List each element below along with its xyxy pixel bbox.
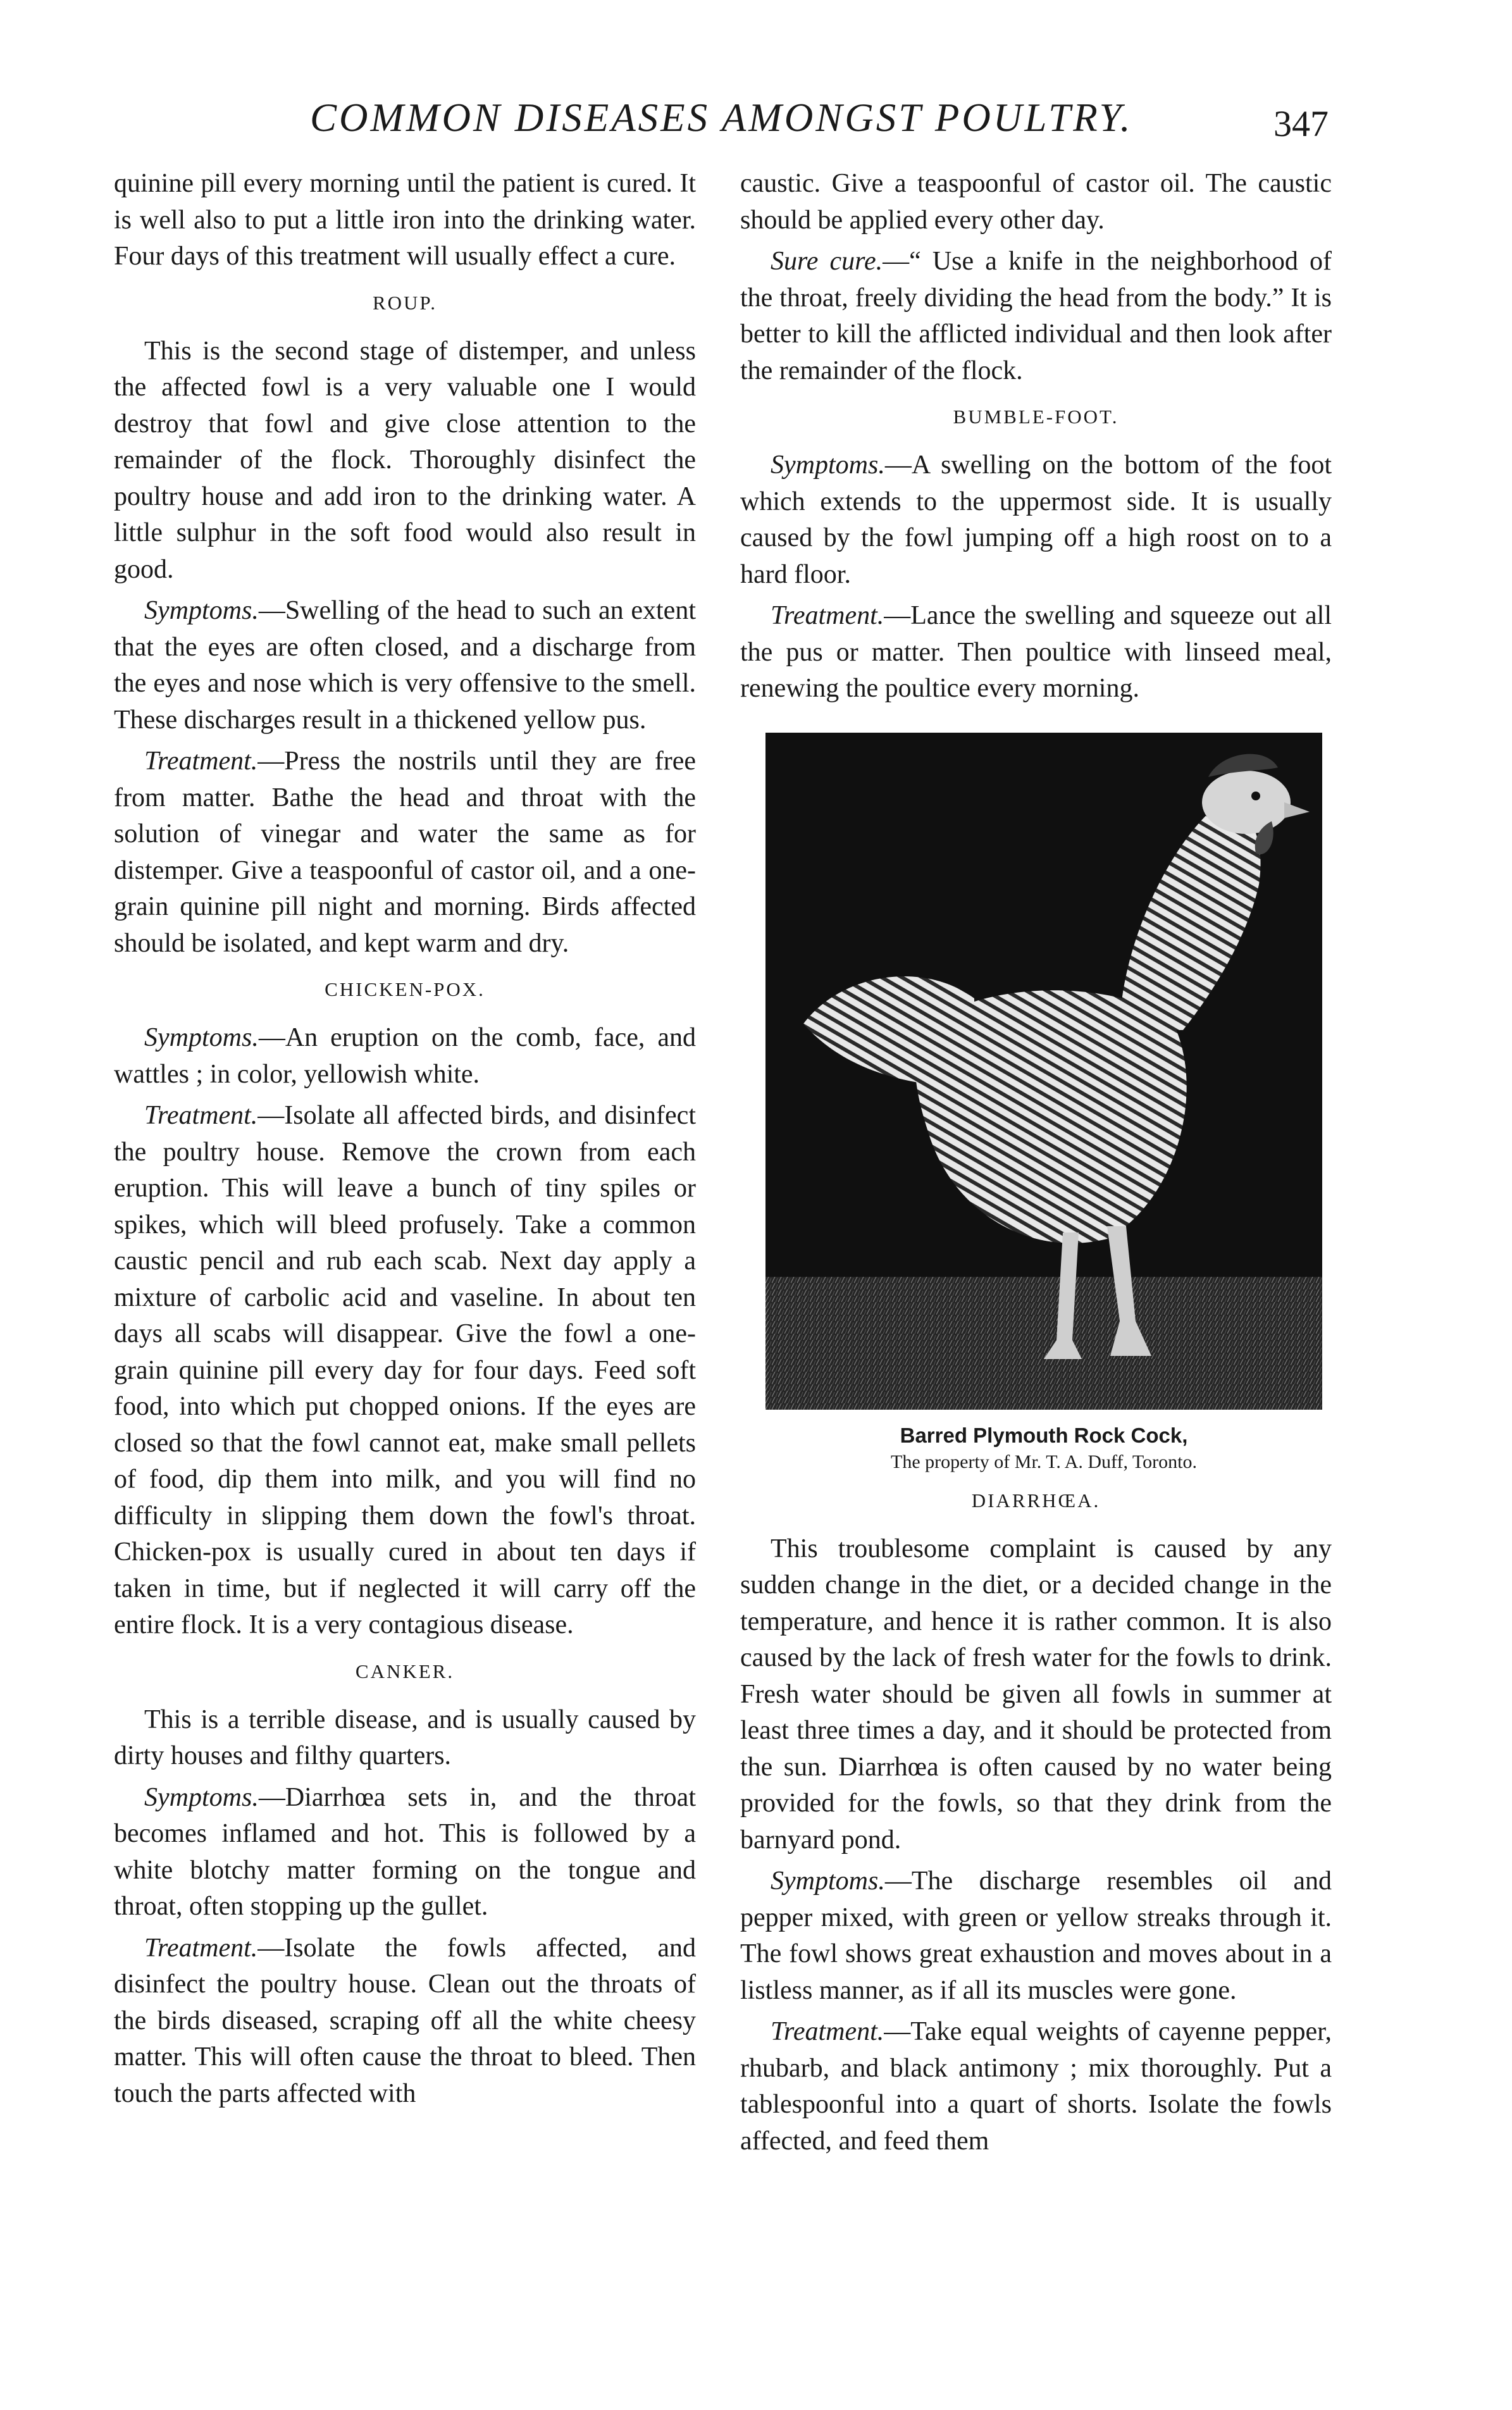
canker-treatment [114,1930,696,2113]
symptoms-text: —Diarrhœa sets in, and the throat becomes inflamed and hot. This is followed by a white blotchy matter forming on the tongue and throat, often stopping up the gullet. [114,1782,696,1921]
rooster-photo [765,733,1322,1410]
chicken-pox-treatment [114,1098,696,1644]
diarrhoea-intro: This troublesome complaint is caused by any sudden change in the diet, or a decided change in the temperature, and hence it is rather common. It is also caused by the lack of fresh water for the fowls to drink. Fresh water should be given all fowls in summer at least three times a day, and it should be protected from the sun. Diarrhœa is often caused by no water being provided for the fowls, so that they drink from the barnyard pond. [740,1534,1332,1854]
treatment-label: Treatment. [144,1101,258,1130]
figure-caption-credit: The property of Mr. T. A. Duff, Toronto. [891,1451,1197,1472]
treatment-text: —Take equal weights of cayenne pepper, rhubarb, and black antimony ; mix thoroughly. Put a tablespoonful into a quart of shorts. Isolate the fowls affected, and feed them [740,2017,1332,2156]
bumble-foot-symptoms [740,447,1332,593]
chicken-pox-heading: CHICKEN-POX. [325,978,485,1000]
treatment-label: Treatment. [144,1933,258,1963]
canker-heading: CANKER. [355,1660,455,1682]
treatment-label: Treatment. [771,601,884,630]
roup-treatment [114,743,696,962]
bumble-foot-heading: BUMBLE-FOOT. [953,406,1119,428]
chicken-pox-symptoms [114,1020,696,1093]
symptoms-label: Symptoms. [771,450,885,480]
running-head [190,95,1329,152]
symptoms-label: Symptoms. [144,1023,259,1052]
treatment-text: —Press the nostrils until they are free from matter. Bathe the head and throat with the solution of vinegar and water the same as for distemper. Give a teaspoonful of castor oil, and a one-grain quinine pill night and morning. Birds affected should be isolated, and kept warm and dry. [114,747,696,958]
treatment-text: —Lance the swelling and squeeze out all the pus or matter. Then poultice with linseed meal, renewing the poultice every morning. [740,601,1332,703]
symptoms-text: —An eruption on the comb, face, and wattles ; in color, yellowish white. [114,1023,696,1089]
left-column [114,166,696,2117]
canker-symptoms [114,1780,696,1925]
sure-cure-label: Sure cure. [771,247,883,276]
bumble-foot-treatment [740,598,1332,707]
treatment-label: Treatment. [771,2017,884,2046]
symptoms-label: Symptoms. [144,1782,259,1812]
symptoms-text: —The discharge resembles oil and pepper mixed, with green or yellow streaks through it. The fowl shows great exhaustion and moves about in a listless manner, as if all its muscles were gone. [740,1867,1332,2005]
diarrhoea-heading: DIARRHŒA. [971,1489,1101,1512]
page-number: 347 [1273,103,1329,144]
symptoms-label: Symptoms. [771,1867,885,1896]
canker-intro: This is a terrible disease, and is usually caused by dirty houses and filthy quarters. [114,1705,696,1770]
treatment-text: —Isolate the fowls affected, and disinfect the poultry house. Clean out the throats of the birds diseased, scraping off all the white cheesy matter. This will often cause the throat to bleed. Then touch the parts affected with [114,1933,696,2108]
diarrhoea-symptoms [740,1863,1332,2009]
roup-heading: ROUP. [372,291,437,314]
running-title: COMMON DISEASES AMONGST POULTRY. [310,96,1133,140]
symptoms-text: —A swelling on the bottom of the foot which extends to the uppermost side. It is usually caused by the fowl jumping off a high roost on to a hard floor. [740,450,1332,589]
figure-caption-title: Barred Plymouth Rock Cock, [900,1423,1188,1447]
treatment-label: Treatment. [144,747,258,776]
right-column [740,166,1332,2165]
diarrhoea-treatment [740,2014,1332,2159]
sure-cure-paragraph [740,244,1332,389]
rooster-figure [765,733,1322,1473]
symptoms-label: Symptoms. [144,596,259,625]
treatment-text: —Isolate all affected birds, and disinfect the poultry house. Remove the crown from each eruption. This will leave a bunch of tiny spiles or spikes, which will bleed profusely. Take a common caustic pencil and rub each scab. Next day apply a mixture of carbolic acid and vaseline. In about ten days all scabs will disappear. Give the fowl a one-grain quinine pill every day for four days. Feed soft food, into which put chopped onions. If the eyes are closed so that the fowl cannot eat, make small pellets of food, dip them into milk, and you will find no difficulty in slipping them down the fowl's throat. Chicken-pox is usually cured in about ten days if taken in time, but if neglected it will carry off the entire flock. It is a very contagious disease. [114,1101,696,1639]
continued-paragraph: quinine pill every morning until the patient is cured. It is well also to put a little iron into the drinking water. Four days of this treatment will usually effect a cure. [114,169,696,271]
continued-paragraph: caustic. Give a teaspoonful of castor oil. The caustic should be applied every other day. [740,169,1332,235]
roup-symptoms [114,593,696,738]
sure-cure-text: —“ Use a knife in the neighborhood of the throat, freely dividing the head from the body.” It is better to kill the afflicted individual and then look after the remainder of the flock. [740,247,1332,385]
symptoms-text: —Swelling of the head to such an extent that the eyes are often closed, and a discharge from the eyes and nose which is very offensive to the smell. These discharges result in a thickened yellow pus. [114,596,696,735]
roup-intro: This is the second stage of distemper, and unless the affected fowl is a very valuable one I would destroy that fowl and give close attention to the remainder of the flock. Thoroughly disinfect the poultry house and add iron to the drinking water. A little sulphur in the soft food would also result in good. [114,336,696,584]
